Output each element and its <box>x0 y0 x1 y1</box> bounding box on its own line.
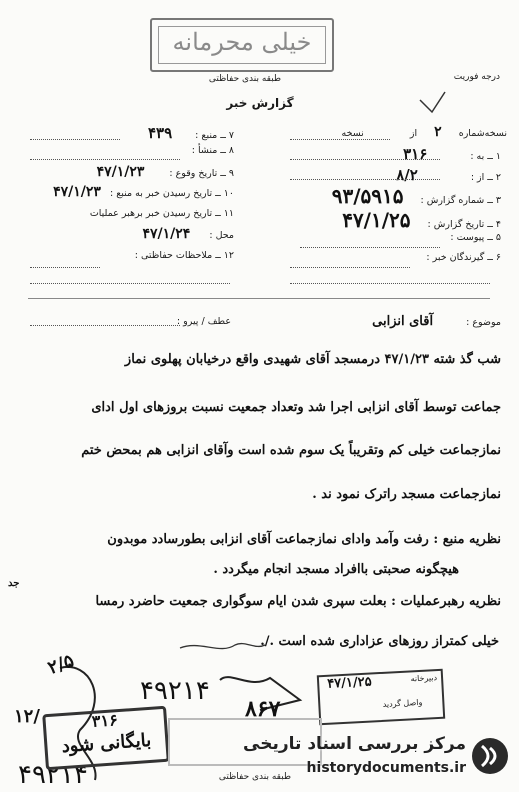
ops-opinion-text: بعلت سپری شدن ایام سوگواری جمعیت حاضرد رمسا <box>95 594 387 609</box>
source-opinion-text: رفت وآمد وادای نمازجماعت آقای انزابی بطورسادد موبدون <box>107 532 429 547</box>
classification-label: طبقه بندی حفاظتی <box>208 74 282 84</box>
source-opinion-line-2: هیچگونه صحبتی باافراد مسجد انجام میگردد . <box>213 562 459 577</box>
field-place-value: ۴۷/۱/۲۴ <box>142 226 191 242</box>
annotation-left-mid: ۱۲/ <box>14 706 40 727</box>
archive-stamp-number: ۳۱۶ <box>91 710 119 731</box>
watermark-url: historydocuments.ir <box>306 760 466 776</box>
watermark <box>236 726 512 784</box>
receipt-stamp-line1: دبیرخانه <box>410 673 438 684</box>
field-from-label: ۲ ــ از : <box>470 172 501 183</box>
field-report-number-value: ۹۳/۵۹۱۵ <box>331 184 404 208</box>
field-origin-label: ۸ ــ منشأ : <box>191 145 234 156</box>
archive-stamp <box>42 706 170 771</box>
copy-from-label: از <box>409 128 418 139</box>
field-attachment-label: ۵ ــ پیوست : <box>450 232 501 243</box>
field-place-label: محل : <box>209 230 234 241</box>
top-stamp-text: خیلی محرمانه <box>172 28 312 56</box>
field-receipt-source-value: ۴۷/۱/۲۳ <box>53 184 101 200</box>
subject-value: آقای انزابی <box>372 314 434 329</box>
field-source-value: ۴۳۹ <box>147 124 173 142</box>
copy-number-value: ۲ <box>434 124 442 140</box>
field-from-value: ۸/۲ <box>396 166 418 184</box>
copy-word-label: نسخه <box>341 128 364 139</box>
body-line-4: نمازجماعت مسجد راترک نمود ند . <box>312 487 501 502</box>
archive-stamp-text: بایگانی شود <box>60 729 152 758</box>
subject-label: موضوع : <box>466 317 501 328</box>
field-source-label: ۷ ــ منبع : <box>195 130 234 141</box>
receipt-stamp-line3: واصل گردید <box>382 697 423 709</box>
source-opinion-label: نظریه منبع : <box>433 532 501 547</box>
field-event-date-label: ۹ ــ تاریخ وقوع : <box>169 168 234 179</box>
field-to-value: ۳۱۶ <box>403 145 428 163</box>
annotation-mid-number: ۸۶۷ <box>245 696 281 722</box>
field-receipt-ops-label: ۱۱ ــ تاریخ رسیدن خبر برهبر عملیات <box>89 208 234 219</box>
priority-label: درجه فوریت <box>453 72 500 82</box>
field-to-label: ۱ ــ به : <box>470 151 501 162</box>
field-event-date-value: ۴۷/۱/۲۳ <box>96 164 145 180</box>
body-line-2: جماعت توسط آقای انزابی اجرا شد وتعداد جمعیت نسبت بروزهای اول ادای <box>91 400 501 415</box>
annotation-code-bottom: ۴۹۲۱۴ <box>18 760 88 790</box>
annotation-code-top: ۴۹۲۱۴ <box>140 676 210 706</box>
body-line-3: نمازجماعت خیلی کم وتقریباً یک سوم شده است وآقای انزابی هم بمحض ختم <box>81 443 501 458</box>
field-report-date-label: ۴ ــ تاریخ گزارش : <box>427 219 501 230</box>
field-report-date-value: ۴۷/۱/۲۵ <box>342 208 411 232</box>
annotation-left-top: ۲/۵ <box>45 650 77 679</box>
watermark-title: مرکز بررسی اسناد تاریخی <box>243 734 466 754</box>
page-title: گزارش خبر <box>226 96 294 110</box>
body-line-1: شب گذ شته ۴۷/۱/۲۳ درمسجد آقای شهیدی واقع درخیابان پهلوی نماز <box>124 352 501 367</box>
field-recipients-label: ۶ ــ گیرندگان خبر : <box>426 252 501 263</box>
receipt-stamp-date: ۴۷/۱/۲۵ <box>326 674 373 692</box>
bottom-classification-label: طبقه بندی حفاظتی <box>218 772 292 782</box>
reference-label: عطف / پیرو : <box>176 316 231 327</box>
field-security-notes-label: ۱۲ ــ ملاحظات حفاظتی : <box>134 250 234 261</box>
copy-number-label: نسخه‌شماره <box>458 128 507 139</box>
field-receipt-source-label: ۱۰ ــ تاریخ رسیدن خبر به منبع : <box>109 188 234 199</box>
field-report-number-label: ۳ ــ شماره گزارش : <box>420 195 501 206</box>
ops-opinion-label: نظریه رهبرعملیات : <box>391 594 501 609</box>
watermark-logo-icon <box>470 734 510 778</box>
ops-opinion-line-2: خیلی کمتراز روزهای عزاداری شده است ./. <box>260 634 499 649</box>
ops-opinion-superscript: جد <box>8 578 20 589</box>
receipt-stamp <box>317 669 445 726</box>
